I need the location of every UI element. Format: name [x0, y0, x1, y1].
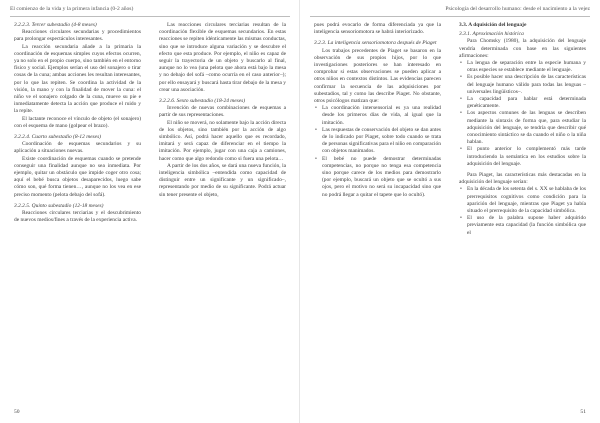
paragraph: Coordinación de esquemas secundarios y su aplicación a situaciones nuevas. [14, 141, 141, 155]
list-item: • La lengua de separación entre la especie humana y otras especies se establece mediante el lenguaje. [467, 60, 586, 74]
section-heading: 3.2.2.5. Quinto subestadio (12-18 meses) [14, 202, 104, 209]
page-50-column-1 [14, 22, 141, 402]
page-51-column-1 [314, 22, 441, 402]
chapter-heading: 3.3. A dquisición del lenguaje [459, 22, 527, 28]
section-heading: 3.2.2.4. Cuarto subestadio (8-12 meses) [14, 134, 101, 141]
header-rule [310, 16, 590, 17]
bullet-list [459, 60, 586, 168]
section-heading: 3.2.2.3. Tercer subestadio (4-8 meses) [14, 22, 97, 28]
paragraph: Reacciones circulares terciarias y el descubrimiento de nuevos medios/fines a través de la experiencia activa. [14, 210, 141, 224]
page-50-column-2 [159, 22, 286, 402]
list-item: • En la década de los setenta del s. XX se hablaba de los prerrequisitos cognitivos como condición para la aparición del lenguaje, mientras que Piaget ya había situado el prerrequisito de la capacidad simbólica. [467, 186, 586, 215]
section-heading: 3.3.1. Aproximación histórica [459, 31, 524, 38]
list-item: • El bebé no puede demostrar determinadas competencias, no porque no tenga esa competencia sino porque carece de los medios para demostrarlo (por ejemplo, buscará un objeto que se ocultó a sus ojos, pero el motivo no será su incapacidad sino que no podrá llegar a quitar el tapete que lo ocultó). [322, 156, 441, 199]
paragraph: Las reacciones circulares terciarias resultan de la coordinación flexible de esquemas secundarios. En estas reacciones se repiten idénticamente las mismas conductas, sino que se introduce alguna variación y se descubre el efecto que esta produce. Por ejemplo, el niño es capaz de seguir la trayectoria de un objeto y buscarlo al final, aunque no lo vea (una pelota que ahora está bajo la mesa y no debajo del sofá –como ocurría en el caso anterior–); por ello ensayará y buscará hasta tirar debajo de la mesa y crear una asociación. [159, 22, 286, 93]
page-51-column-2 [459, 22, 586, 402]
running-header-left: El comienzo de la vida y la primera infancia (0-2 años) [10, 6, 134, 12]
list-item: • El uso de la palabra supone haber adquirido previamente esta capacidad (la función simbólica que el [467, 215, 586, 237]
list-item: • Los aspectos comunes de las lenguas se describen mediante la sintaxis de forma que, para estudiar la adquisición del lenguaje, se tendría que describir qué conocimiento sintáctico se da cuando el niño o la niña hablan. [467, 110, 586, 146]
page-number: 50 [14, 409, 20, 415]
page-number: 51 [580, 409, 586, 415]
list-item: • El punto anterior lo complementó más tarde introduciendo la semántica en los estudios sobre la adquisición del lenguaje. [467, 146, 586, 168]
section-heading: 3.2.3. La inteligencia sensoriomotora después de Piaget [314, 40, 437, 47]
paragraph: El niño se moverá, no solamente bajo la acción directa de los objetos, sino también por la acción de algo simbólico. Así, podrá hacer aquello que es recordado, imitará y será capaz de diferenciar en el tiempo la imitación. Por ejemplo, jugar con una caja a camiones, hacer como que algo redondo como si fuera una pelota… [159, 119, 286, 162]
list-item: • La coordinación intersensorial es ya una realidad desde los primeros días de vida, al igual que la imitación. [322, 105, 441, 127]
paragraph: Para Chomsky (1980), la adquisición del lenguaje vendría determinada con base en las siguientes afirmaciones: [459, 38, 586, 59]
bullet-list [459, 186, 586, 236]
page-51 [300, 0, 600, 423]
bullet-list [314, 105, 441, 199]
running-header-right: Psicología del desarrollo humano: desde el nacimiento a la vejez [445, 6, 590, 12]
list-item: • Las respuestas de conservación del objeto se dan antes de lo indicado por Piaget, sobre todo cuando se trata de personas significativas para el niño en comparación con objetos manimados. [322, 127, 441, 156]
paragraph: Invención de nuevas combinaciones de esquemas a partir de sus representaciones. [159, 105, 286, 119]
paragraph: Para Piaget, las características más destacadas en la adquisición del lenguaje serían: [459, 172, 586, 186]
paragraph: Reacciones circulares secundarias y procedimientos para prolongar espectáculos interesantes. [14, 29, 141, 43]
section-heading: 3.2.2.6. Sexto subestadio (18-24 meses) [159, 98, 246, 105]
list-item: • Es posible hacer una descripción de las características del lenguaje humano válido para todas las lenguas –universales lingüísticos–. [467, 74, 586, 96]
paragraph: El lactante reconoce el vínculo de objeto (el sonajero) con el esquema de mano (golpear el brazo). [14, 115, 141, 129]
paragraph: pues podrá evocarlo de forma diferenciada ya que la inteligencia sensoriomotora se habrá interiorizado. [314, 22, 441, 36]
list-item: • La capacidad para hablar está determinada genéticamente. [467, 96, 586, 110]
header-rule [10, 16, 290, 17]
paragraph: Los trabajos precedentes de Piaget se basaron en la observación de sus propios hijos, por lo que investigaciones posteriores se han interesado en comprobar si estas observaciones se pueden aplicar a otros niños en contextos distintos. Las evidencias parecen confirmar la secuencia de las adquisiciones por subestadios, tal y como las describe Piaget. No obstante, otros psicólogos matizan que: [314, 47, 441, 105]
paragraph: Existe coordinación de esquemas cuando se pretende conseguir una finalidad aunque no sea inmediata. Por ejemplo, quitar un obstáculo que impide coger otro cosa; aquí el bebé busca objetos desaparecidos, luego sabe cómo son, qué forma tienen…, aunque no los vea en ese preciso momento (pelota debajo del sofá). [14, 155, 141, 198]
paragraph: La reacción secundaria añade a la primaria la coordinación de esquemas simples cuyos efectos ocurren, ya no solo en el propio cuerpo, sino también en el entorno físico y social. Ejemplos serían el uso del sonajero o tirar cosas de la cuna; ambas acciones les resultan interesantes, por lo que las repiten. Se coordina la actividad de la visión, la mano y con la finalidad de mover la cuna: el niño ve el sonajero colgado de la cuna, mueve su pie e inmediatamente detecta la acción que produce el ruido y la repite. [14, 43, 141, 115]
paragraph: A partir de los dos años, se dará una nueva función, la inteligencia simbólica –entendida como capacidad de distinguir entre un significante y un significado–, representando por medio de su significante. Podrá actuar sin tener presente el objeto, [159, 162, 286, 198]
